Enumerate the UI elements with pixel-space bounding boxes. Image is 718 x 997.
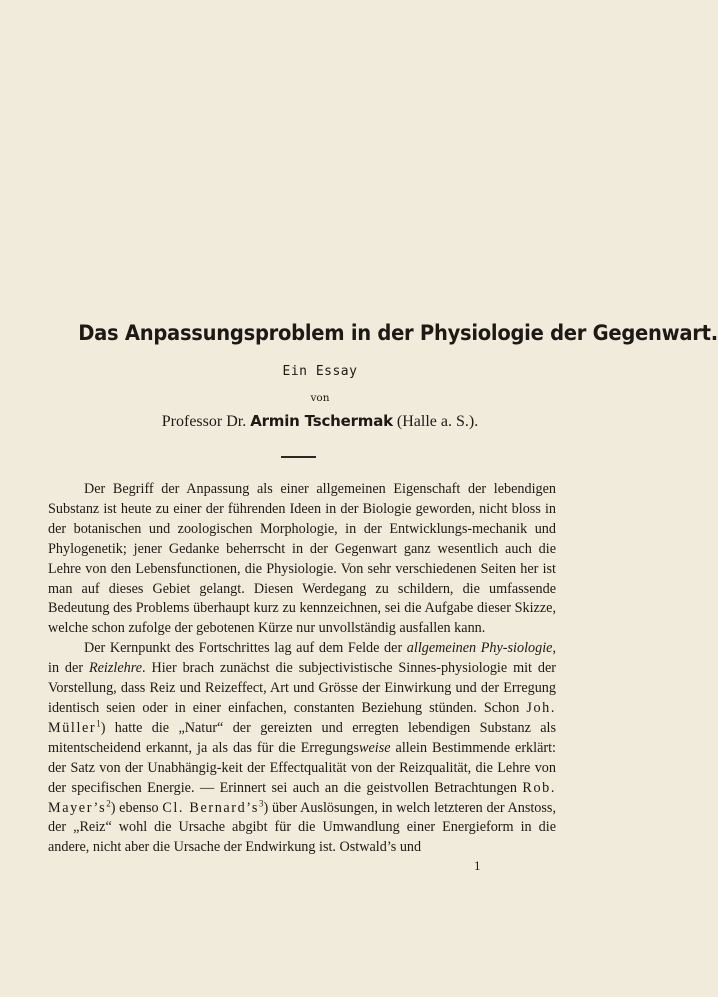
text-run: , in der	[48, 640, 556, 677]
text-run: und	[396, 839, 422, 856]
article-body	[48, 480, 556, 858]
person-name: Cl. Bernard’s	[162, 799, 259, 816]
page-number: 1	[474, 858, 481, 873]
author-line	[0, 410, 640, 433]
text-run: . Hier brach zunächst die subjectivistische Sinnes-physiologie mit der Vorstellung, dass Reiz und Reizeffect, Art und Grösse der Einwirkung und der Erregung identisch seien oder in einer einfachen, constanten Beziehung stünden. Schon	[48, 660, 557, 716]
text-run: allein Bestimmende erklärt: der Satz von der Unabhängig-keit der Effectqualität von der Reizqualität, die Lehre von der specifischen Energie. — Erinnert sei auch an die geistvollen Betrachtungen	[48, 739, 556, 796]
person-name: Ostwald’s	[339, 839, 397, 856]
author-name: Armin Tschermak	[250, 412, 393, 430]
footnote-marker: 2	[106, 797, 111, 808]
article-title: Das Anpassungsproblem in der Physiologie der Gegenwart.	[78, 321, 718, 345]
text-run: ) über Auslösungen, in welch letzteren der Anstoss, der „Reiz“ wohl die Ursache abgibt für die Umwandlung einer Energieform in die andere, nicht aber die Ursache der Endwirkung ist.	[48, 799, 556, 856]
paragraph-1: Der Begriff der Anpassung als einer allgemeinen Eigenschaft der lebendigen Substanz ist heute zu einer der führenden Ideen in der Biologie geworden, nicht bloss in der botanischen und zoologischen Morphologie, in der Entwicklungs-mechanik und Phylogenetik; jener Gedanke beherrscht in der Gegenwart ganz wesentlich auch die Lehre von den Lebensfunctionen, die Physiologie. Von sehr verschiedenen Seiten her ist man auf dieses Gebiet gelangt. Diesen Werdegang zu schildern, die umfassende Bedeutung des Problems überhaupt kurz zu kennzeichnen, sei die Aufgabe dieser Skizze, welche schon zufolge der gebotenen Kürze nur unvollständig ausfallen kann.	[48, 481, 556, 637]
emphasis-reizlehre: Reizlehre	[88, 660, 143, 677]
person-name: Rob. Mayer’s	[48, 779, 556, 816]
by-line-von: von	[310, 392, 330, 404]
text-run: ) ebenso	[110, 799, 163, 816]
footnote-marker: 3	[258, 797, 264, 808]
emphasis-allgemeinen-physiologie: allgemeinen Phy-siologie	[406, 640, 553, 657]
text-run: Der Kernpunkt des Fortschrittes lag auf dem Felde der	[84, 640, 407, 657]
emphasis-weise: weise	[359, 739, 391, 756]
footnote-marker: 1	[96, 718, 101, 729]
author-affiliation: (Halle a. S.).	[396, 413, 479, 430]
text-run: ) hatte die „Natur“ der gereizten und erregten lebendigen Substanz als mitentscheidend erkannt, ja als das für die Erregungs	[48, 719, 556, 756]
author-prefix: Professor Dr.	[161, 413, 247, 430]
article-subtitle: Ein Essay	[282, 364, 358, 379]
person-name: Joh. Müller	[48, 699, 556, 736]
separator-rule	[281, 456, 316, 458]
paragraph-2	[48, 639, 556, 858]
